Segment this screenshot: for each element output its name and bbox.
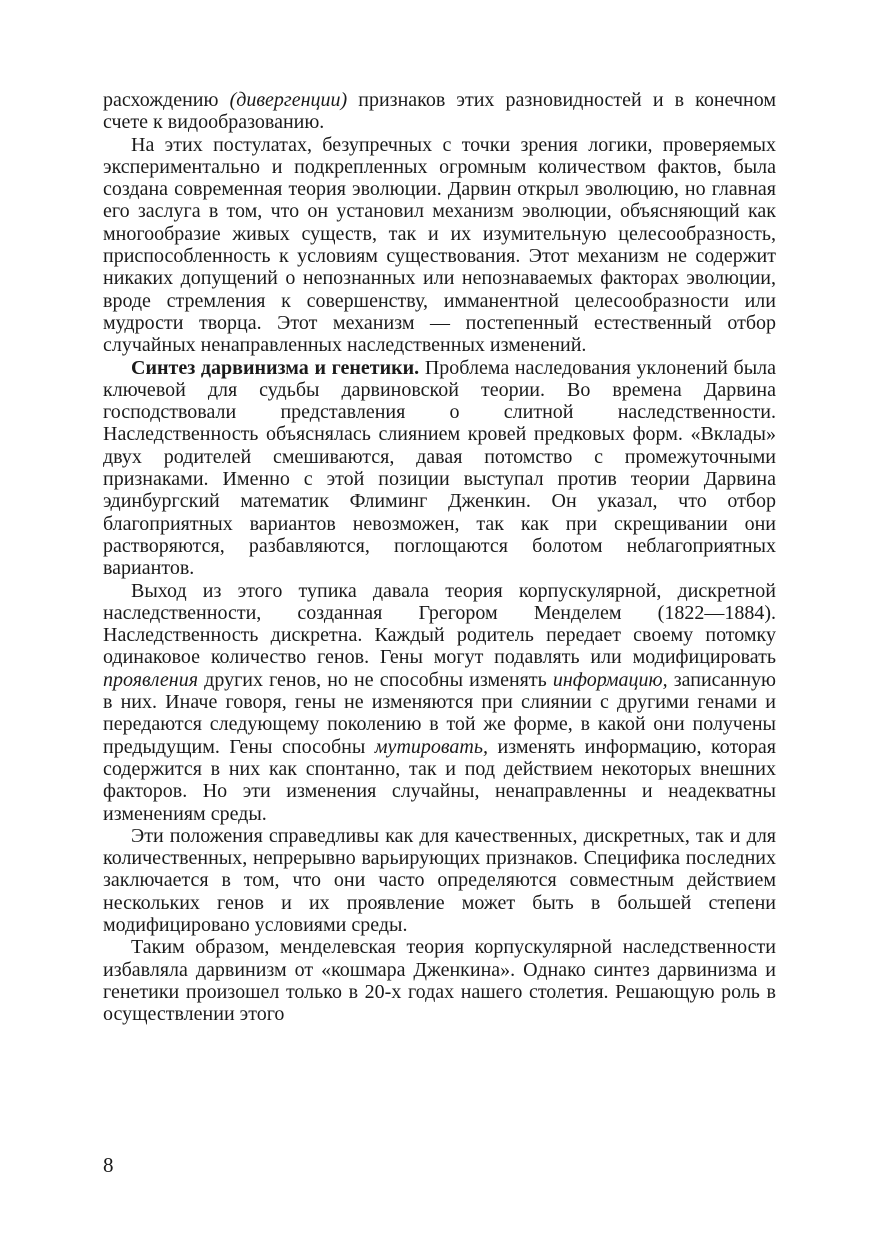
p4-term-information: информацию, <box>552 668 668 691</box>
p4-seg-4: записанную в них. Иначе говоря, гены не изменяются при слиянии с другими генами и передаются следующему поколению в той же форме, в какой они получены предыдущим. Гены способны <box>103 668 777 758</box>
p4-seg-6: изменять информацию, которая содержится в них как спонтанно, так и под действием некоторых внешних факторов. Но эти изменения случайны, ненаправленны и неадекватны изменениям среды. <box>103 735 776 825</box>
paragraph-1 <box>103 89 776 134</box>
p5-seg-0: Эти положения справедливы как для качественных, дискретных, так и для количественных, непрерывно варьирующих признаков. Специфика последних заключается в том, что они часто определяются совместным действием нескольких генов и их проявление может быть в большей степени модифицировано условиями среды. <box>103 824 776 936</box>
p4-seg-2: других генов, но не способны изменять <box>198 668 553 691</box>
p1-seg-2: признаков этих разновидностей и в конечном счете к видообразованию. <box>103 89 777 134</box>
paragraph-6 <box>103 936 776 1025</box>
paragraph-2 <box>103 134 776 357</box>
p4-term-mutate: мутировать, <box>374 735 488 758</box>
p2-seg-0: На этих постулатах, безупречных с точки зрения логики, проверяемых экспериментально и подкрепленных огромным количеством фактов, была создана современная теория эволюции. Дарвин открыл эволюцию, но главная его заслуга в том, что он установил механизм эволюции, объясняющий как многообразие живых существ, так и их изумительную целесообразность, приспособленность к условиям существования. Этот механизм не содержит никаких допущений о непознанных или непознаваемых факторах эволюции, вроде стремления к совершенству, имманентной целесообразности или мудрости творца. Этот механизм — постепенный естественный отбор случайных ненаправленных наследственных изменений. <box>103 133 776 357</box>
p3-seg-1: Проблема наследования уклонений была ключевой для судьбы дарвиновской теории. Во времена Дарвина господствовали представления о слитной наследственности. Наследственность объяснялась слиянием кровей предковых форм. «Вклады» двух родителей смешиваются, давая потомство с промежуточными признаками. Именно с этой позиции выступал против теории Дарвина эдинбургский математик Флиминг Дженкин. Он указал, что отбор благоприятных вариантов невозможен, так как при скрещивании они растворяются, разбавляются, поглощаются болотом неблагоприятных вариантов. <box>103 356 777 580</box>
page-body <box>103 89 776 1025</box>
section-heading: Синтез дарвинизма и генетики. <box>131 356 420 379</box>
p1-term-divergence: (дивергенции) <box>229 89 348 111</box>
p1-seg-0: расхождению <box>103 89 230 111</box>
p6-seg-0: Таким образом, менделевская теория корпускулярной наследственности избавляла дарвинизм от «кошмара Дженкина». Однако синтез дарвинизма и генетики произошел только в 20-х годах нашего столетия. Решающую роль в осуществлении этого <box>103 936 776 1026</box>
paragraph-5 <box>103 825 776 936</box>
p4-term-manifestations: проявления <box>103 668 199 691</box>
p4-seg-0: Выход из этого тупика давала теория корпускулярной, дискретной наследственности, созданная Грегором Менделем (1822—1884). Наследственность дискретна. Каждый родитель передает своему потомку одинаковое количество генов. Гены могут подавлять или модифицировать <box>103 579 776 669</box>
paragraph-4 <box>103 580 776 825</box>
paragraph-3 <box>103 357 776 580</box>
page-number: 8 <box>103 1153 114 1177</box>
